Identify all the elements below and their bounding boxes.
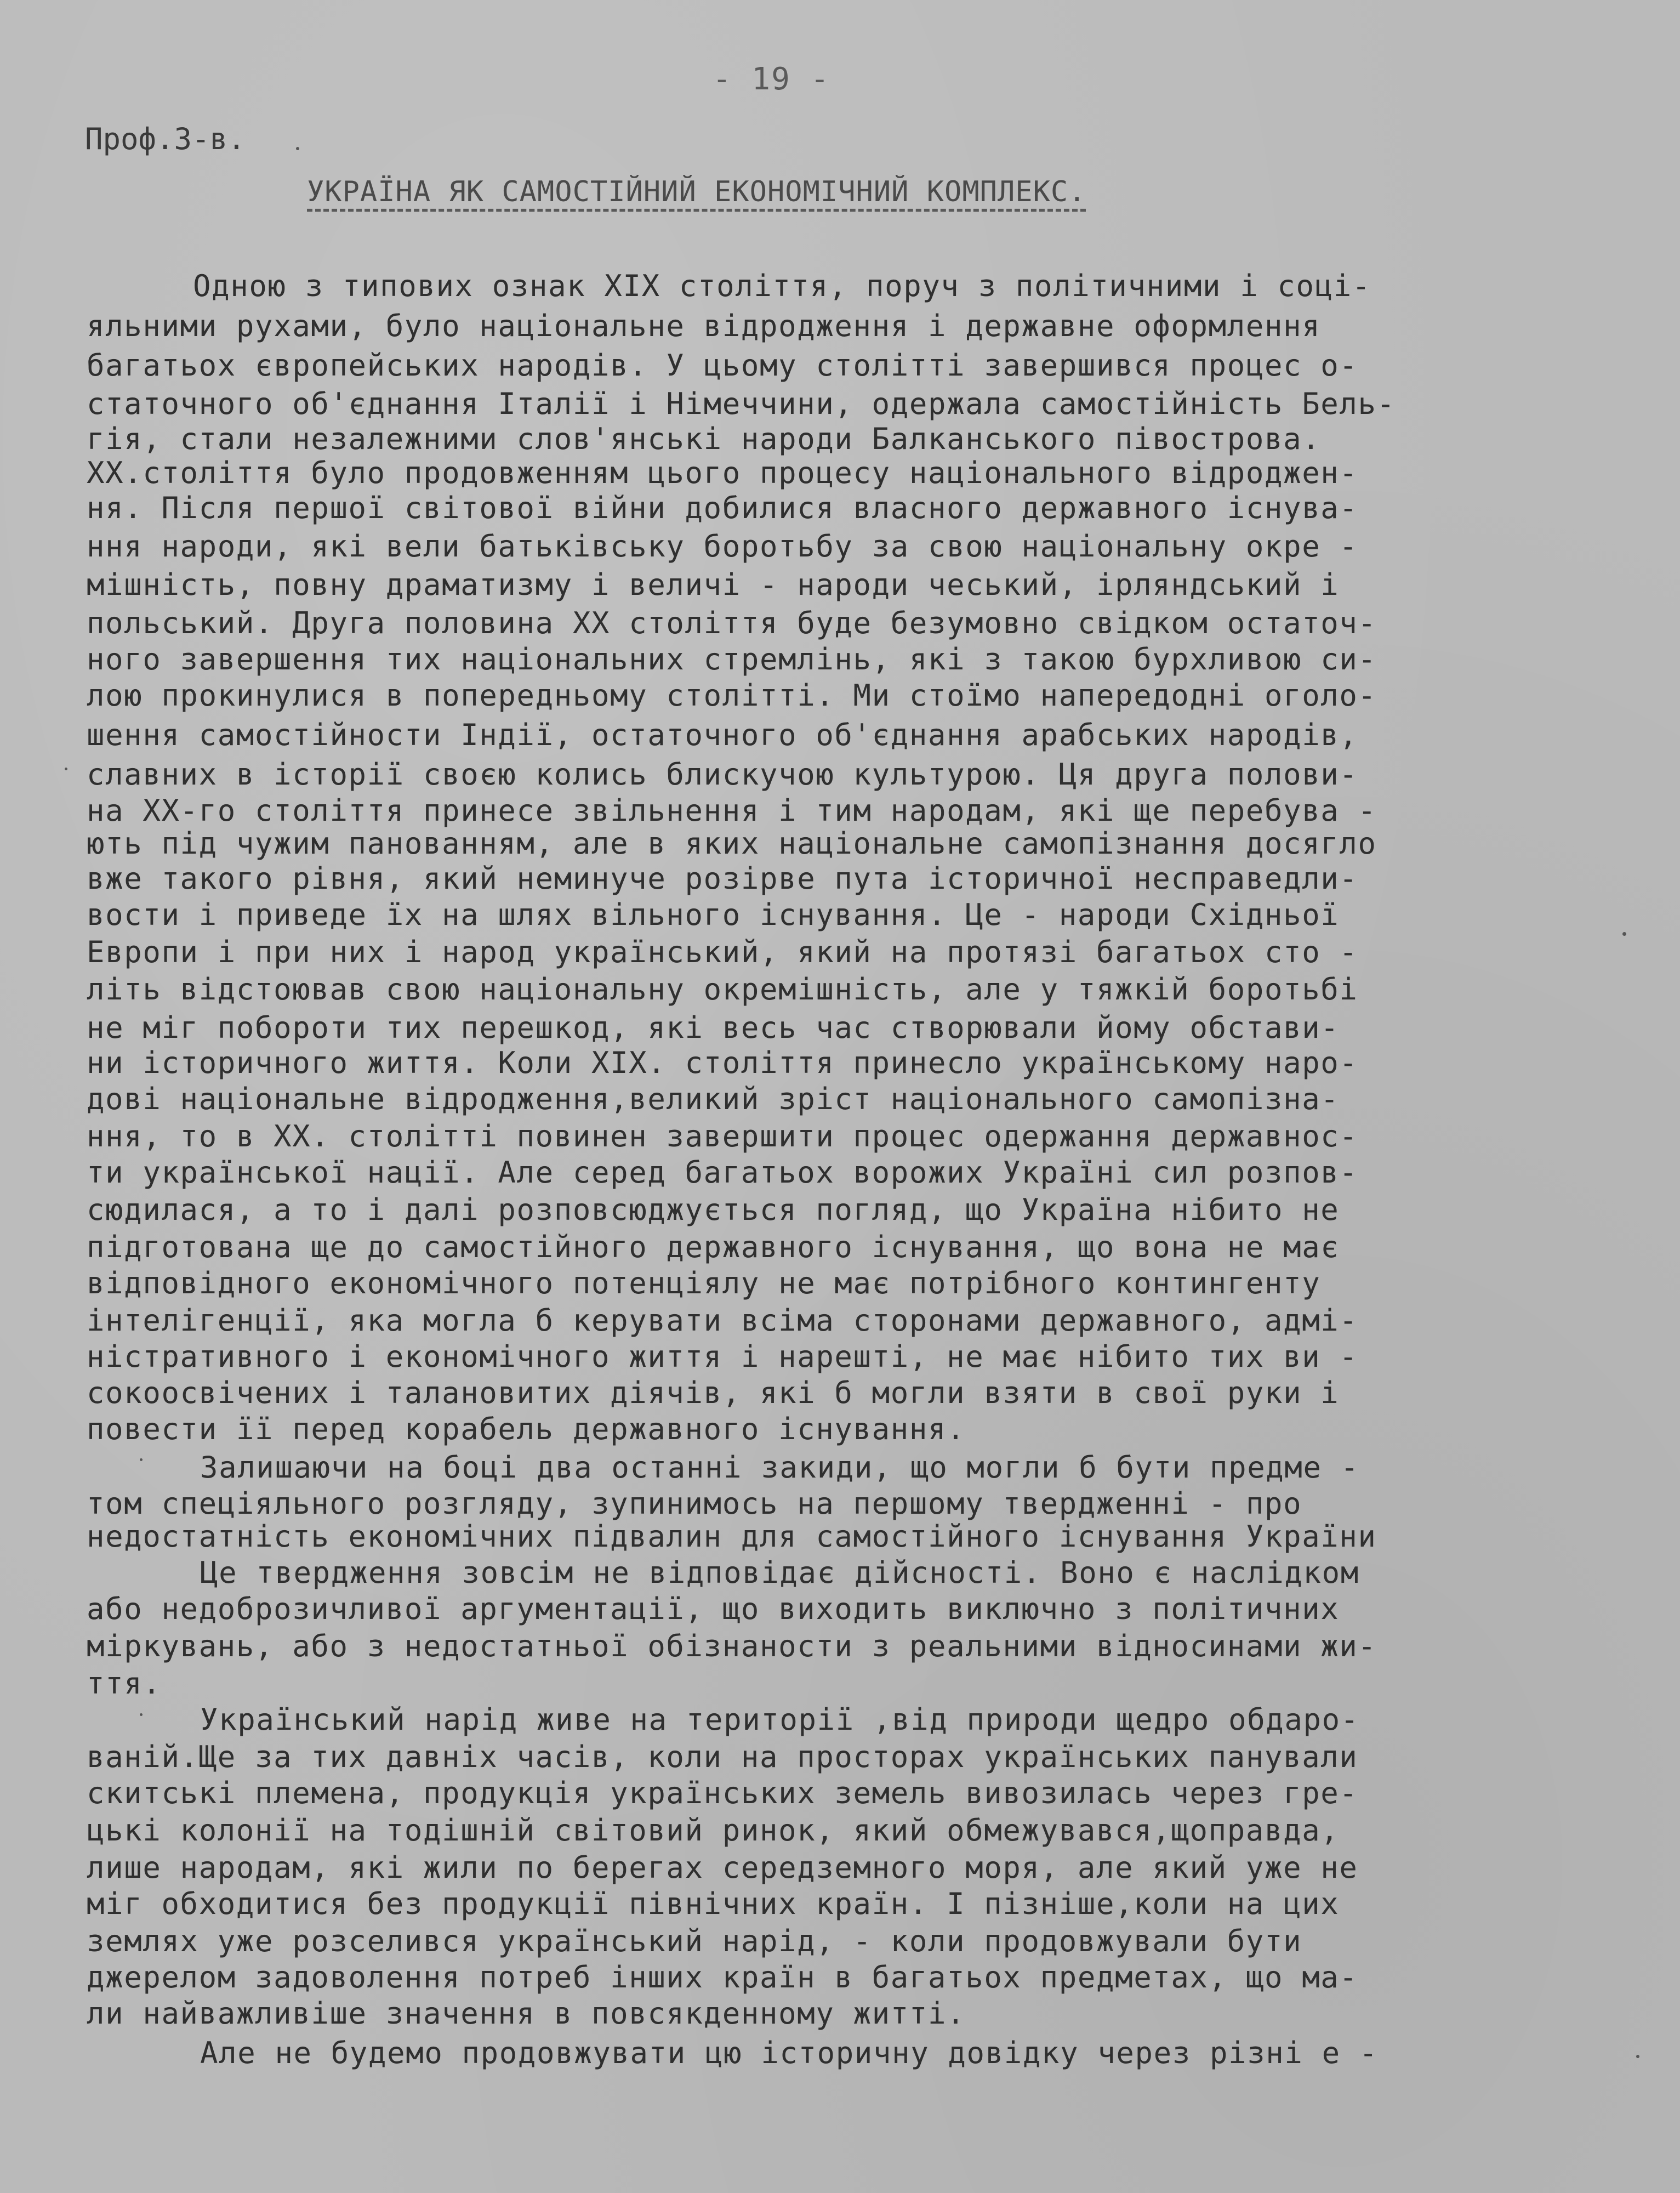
- text-line: ння, то в XX. столітті повинен завершити процес одержання державнос-: [87, 1119, 1358, 1154]
- text-line: відповідного економічного потенціялу не має потрібного контингенту: [87, 1266, 1321, 1300]
- text-line: ністративного і економічного життя і нарешті, не має нібито тих ви -: [87, 1339, 1358, 1374]
- text-line: ють під чужим панованням, але в яких національне самопізнання досягло: [87, 826, 1377, 861]
- text-line: лише народам, які жили по берегах середземного моря, але який уже не: [87, 1850, 1358, 1885]
- text-line: сюдилася, а то і далі розповсюджується погляд, що Україна нібито не: [87, 1192, 1340, 1227]
- scan-speck: [1622, 932, 1626, 936]
- text-line: ваній.Ще за тих давніх часів, коли на просторах українських панували: [87, 1740, 1358, 1774]
- scan-speck: [140, 1713, 143, 1716]
- text-line: землях уже розселився український нарід, - коли продовжували бути: [87, 1924, 1302, 1958]
- text-line: вости і приведе їх на шлях вільного існування. Це - народи Східньої: [87, 897, 1340, 932]
- text-line: Залишаючи на боці два останні закиди, що могли б бути предме -: [200, 1450, 1359, 1485]
- text-line: гія, стали незалежними слов'янські народи Балканського півострова.: [87, 422, 1321, 456]
- text-line: міг обходитися без продукції північних країн. І пізніше,коли на цих: [87, 1887, 1340, 1921]
- text-line: не міг побороти тих перешкод, які весь час створювали йому обстави-: [87, 1010, 1340, 1045]
- text-line: джерелом задоволення потреб інших країн в багатьох предметах, що ма-: [87, 1960, 1358, 1995]
- text-line: на XX-го століття принесе звільнення і тим народам, які ще перебува -: [87, 793, 1377, 828]
- scan-speck: [296, 147, 299, 150]
- text-line: скитські племена, продукція українських земель вивозилась через гре-: [87, 1776, 1358, 1810]
- text-line: цькі колонії на тодішній світовий ринок, який обмежувався,щоправда,: [87, 1813, 1340, 1848]
- text-line: XX.століття було продовженням цього процесу національного відроджен-: [87, 456, 1358, 490]
- text-line: ного завершення тих національних стремлінь, які з такою бурхливою си-: [87, 642, 1377, 677]
- text-line: вже такого рівня, який неминуче розірве пута історичної несправедли-: [87, 861, 1358, 896]
- text-line: сокоосвічених і талановитих діячів, які б могли взяти в свої руки і: [87, 1376, 1340, 1410]
- text-line: багатьох європейських народів. У цьому столітті завершився процес о-: [87, 348, 1358, 383]
- text-line: інтелігенції, яка могла б керувати всіма сторонами державного, адмі-: [87, 1303, 1358, 1338]
- text-line: ли найважливіше значення в повсякденному житті.: [87, 1996, 966, 2031]
- document-title: УКРАЇНА ЯК САМОСТІЙНИЙ ЕКОНОМІЧНИЙ КОМПЛЕКС.: [307, 175, 1086, 208]
- scan-speck: [65, 768, 67, 770]
- text-line: том спеціяльного розгляду, зупинимось на першому твердженні - про: [87, 1486, 1302, 1521]
- text-line: ти української нації. Але серед багатьох ворожих Україні сил розпов-: [87, 1155, 1358, 1190]
- text-line: славних в історії своєю колись блискучою культурою. Ця друга полови-: [87, 757, 1358, 792]
- text-line: ни історичного життя. Коли XIX. століття принесло українському наро-: [87, 1046, 1358, 1080]
- scan-speck: [1636, 2055, 1639, 2058]
- text-line: Европи і при них і народ український, який на протязі багатьох сто -: [87, 935, 1358, 969]
- text-line: ття.: [87, 1666, 162, 1701]
- text-line: літь відстоював свою національну окремішність, але у тяжкій боротьбі: [87, 972, 1358, 1007]
- text-line: повести її перед корабель державного існування.: [87, 1412, 966, 1446]
- text-line: Одною з типових ознак XIX століття, поруч з політичними і соці-: [193, 269, 1371, 303]
- text-line: міркувань, або з недостатньої обізнаности з реальними відносинами жи-: [87, 1629, 1377, 1663]
- text-line: яльними рухами, було національне відродження і державне оформлення: [87, 309, 1321, 343]
- text-line: Але не будемо продовжувати цю історичну довідку через різні е -: [200, 2036, 1378, 2070]
- text-line: польський. Друга половина XX століття буде безумовно свідком остаточ-: [87, 606, 1377, 640]
- scan-speck: [140, 1458, 143, 1461]
- text-line: шення самостійности Індії, остаточного об'єднання арабських народів,: [87, 718, 1358, 752]
- text-line: ня. Після першої світової війни добилися власного державного існува-: [87, 491, 1358, 525]
- text-line: мішність, повну драматизму і величі - народи чеський, ірляндський і: [87, 567, 1340, 602]
- text-line: недостатність економічних підвалин для самостійного існування України: [87, 1519, 1377, 1554]
- text-line: лою прокинулися в попередньому столітті. Ми стоїмо напередодні оголо-: [87, 678, 1377, 713]
- page-number: - 19 -: [713, 61, 830, 97]
- text-line: Це твердження зовсім не відповідає дійсності. Воно є наслідком: [200, 1555, 1359, 1590]
- text-line: Український нарід живе на території ,від природи щедро обдаро-: [200, 1702, 1359, 1737]
- text-line: дові національне відродження,великий зріст національного самопізна-: [87, 1082, 1340, 1116]
- text-line: підготована ще до самостійного державного існування, що вона не має: [87, 1230, 1340, 1264]
- text-line: статочного об'єднання Італії і Німеччини, одержала самостійність Бель-: [87, 387, 1396, 421]
- text-line: ння народи, які вели батьківську боротьбу за свою національну окре -: [87, 529, 1358, 564]
- text-line: або недоброзичливої аргументації, що виходить виключно з політичних: [87, 1592, 1340, 1626]
- author-line: Проф.З-в.: [85, 122, 246, 156]
